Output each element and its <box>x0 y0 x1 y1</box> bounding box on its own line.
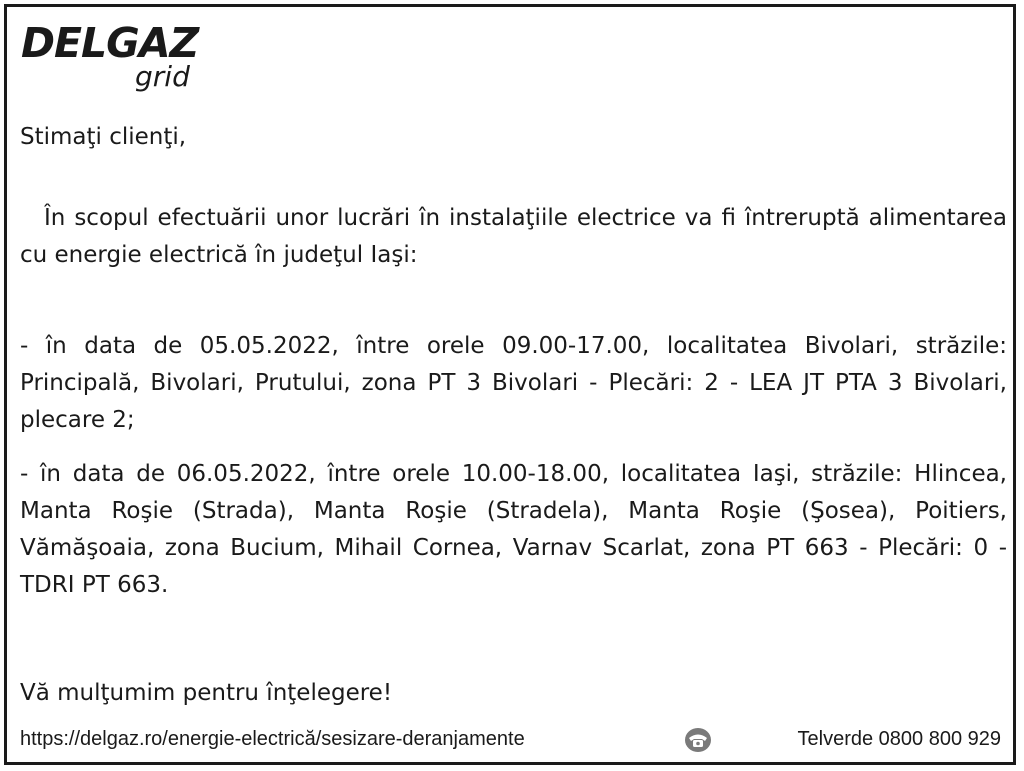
outage-item-2: - în data de 06.05.2022, între orele 10.00-18.00, localitatea Iaşi, străzile: Hlincea, Manta Roşie (Strada), Manta Roşie (Stradela), Manta Roşie (Şosea), Poitiers, Vămăşoaia, zona Bucium, Mihail Cornea, Varnav Scarlat, zona PT 663 - Plecări: 0 - TDRI PT 663. <box>20 461 1007 598</box>
logo-wordmark: DELGAZ <box>21 19 199 67</box>
logo-subtitle: grid <box>135 60 190 93</box>
greeting: Stimaţi clienţi, <box>20 124 187 150</box>
footer <box>20 724 1001 754</box>
toll-free-phone[interactable]: Telverde 0800 800 929 <box>797 728 1001 750</box>
incident-report-link[interactable]: https://delgaz.ro/energie-electrică/sesizare-deranjamente <box>20 728 525 750</box>
closing-line: Vă mulţumim pentru înţelegere! <box>20 680 393 706</box>
telephone-icon <box>684 727 712 753</box>
notice-frame <box>4 4 1016 765</box>
intro-paragraph: În scopul efectuării unor lucrări în instalaţiile electrice va fi întreruptă alimentarea cu energie electrică în judeţul Iaşi: <box>20 205 1007 268</box>
delgaz-grid-logo <box>21 19 221 99</box>
outage-item-1: - în data de 05.05.2022, între orele 09.00-17.00, localitatea Bivolari, străzile: Principală, Bivolari, Prutului, zona PT 3 Bivolari - Plecări: 2 - LEA JT PTA 3 Bivolari, plecare 2; <box>20 333 1007 433</box>
